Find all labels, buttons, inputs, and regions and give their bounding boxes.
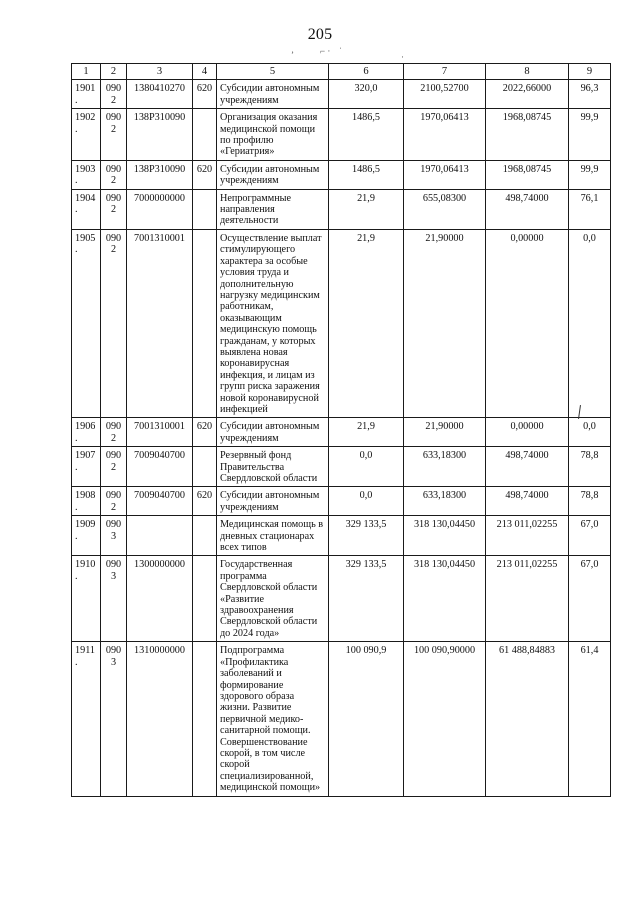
amount-planned: 21,9 (329, 418, 404, 447)
expense-type-code: 620 (193, 80, 217, 109)
row-number: 1910. (72, 556, 101, 642)
amount-revised: 655,08300 (404, 189, 486, 229)
execution-percent: 67,0 (569, 516, 611, 556)
execution-percent: 0,0 (569, 229, 611, 418)
amount-executed: 1968,08745 (486, 160, 569, 189)
header-cell: 7 (404, 64, 486, 80)
row-number: 1909. (72, 516, 101, 556)
table-row (72, 556, 611, 642)
amount-revised: 633,18300 (404, 447, 486, 487)
table-row (72, 447, 611, 487)
item-description: Государственная программа Свердловской области «Развитие здравоохранения Свердловской области до 2024 года» (217, 556, 329, 642)
section-code: 0902 (101, 447, 127, 487)
amount-planned: 329 133,5 (329, 556, 404, 642)
amount-executed: 498,74000 (486, 189, 569, 229)
table-row (72, 516, 611, 556)
execution-percent: 99,9 (569, 109, 611, 161)
expense-type-code (193, 516, 217, 556)
target-article-code: 138Р310090 (127, 109, 193, 161)
item-description: Организация оказания медицинской помощи по профилю «Гериатрия» (217, 109, 329, 161)
amount-revised: 318 130,04450 (404, 516, 486, 556)
amount-executed: 2022,66000 (486, 80, 569, 109)
item-description: Субсидии автономным учреждениям (217, 418, 329, 447)
scan-mark: ʼ (291, 50, 294, 60)
expense-type-code (193, 189, 217, 229)
amount-executed: 213 011,02255 (486, 556, 569, 642)
table-row (72, 229, 611, 418)
execution-percent: 78,8 (569, 487, 611, 516)
row-number: 1908. (72, 487, 101, 516)
target-article-code: 1300000000 (127, 556, 193, 642)
item-description: Субсидии автономным учреждениям (217, 80, 329, 109)
amount-executed: 498,74000 (486, 487, 569, 516)
row-number: 1903. (72, 160, 101, 189)
amount-revised: 633,18300 (404, 487, 486, 516)
row-number: 1911. (72, 642, 101, 796)
amount-revised: 1970,06413 (404, 160, 486, 189)
table-row (72, 418, 611, 447)
header-cell: 2 (101, 64, 127, 80)
target-article-code: 7009040700 (127, 487, 193, 516)
item-description: Резервный фонд Правительства Свердловской области (217, 447, 329, 487)
page-number: 205 (307, 26, 333, 43)
expense-type-code: 620 (193, 160, 217, 189)
header-cell: 6 (329, 64, 404, 80)
expense-type-code (193, 556, 217, 642)
item-description: Субсидии автономным учреждениям (217, 487, 329, 516)
expense-type-code: 620 (193, 487, 217, 516)
table-row (72, 160, 611, 189)
target-article-code: 7009040700 (127, 447, 193, 487)
table-row (72, 487, 611, 516)
header-cell: 3 (127, 64, 193, 80)
section-code: 0903 (101, 516, 127, 556)
amount-planned: 320,0 (329, 80, 404, 109)
row-number: 1906. (72, 418, 101, 447)
table-row (72, 109, 611, 161)
target-article-code: 7001310001 (127, 418, 193, 447)
amount-revised: 2100,52700 (404, 80, 486, 109)
amount-executed: 61 488,84883 (486, 642, 569, 796)
item-description: Медицинская помощь в дневных стационарах всех типов (217, 516, 329, 556)
amount-planned: 21,9 (329, 189, 404, 229)
section-code: 0902 (101, 80, 127, 109)
amount-executed: 0,00000 (486, 418, 569, 447)
table-row (72, 80, 611, 109)
amount-revised: 21,90000 (404, 418, 486, 447)
amount-planned: 1486,5 (329, 109, 404, 161)
amount-revised: 318 130,04450 (404, 556, 486, 642)
section-code: 0902 (101, 189, 127, 229)
item-description: Подпрограмма «Профилактика заболеваний и формирование здорового образа жизни. Развитие первичной медико-санитарной помощи. Совершенствование скорой, в том числе скорой специализированной, медицинской помощи» (217, 642, 329, 796)
target-article-code: 7000000000 (127, 189, 193, 229)
execution-percent: 78,8 (569, 447, 611, 487)
section-code: 0902 (101, 487, 127, 516)
item-description: Субсидии автономным учреждениям (217, 160, 329, 189)
row-number: 1905. (72, 229, 101, 418)
amount-planned: 1486,5 (329, 160, 404, 189)
execution-percent: 67,0 (569, 556, 611, 642)
section-code: 0902 (101, 109, 127, 161)
header-cell: 8 (486, 64, 569, 80)
row-number: 1901. (72, 80, 101, 109)
item-description: Непрограммные направления деятельности (217, 189, 329, 229)
execution-percent: 76,1 (569, 189, 611, 229)
row-number: 1904. (72, 189, 101, 229)
amount-revised: 21,90000 (404, 229, 486, 418)
header-cell: 1 (72, 64, 101, 80)
amount-revised: 100 090,90000 (404, 642, 486, 796)
expense-type-code: 620 (193, 418, 217, 447)
amount-planned: 329 133,5 (329, 516, 404, 556)
execution-percent: 0,0 (569, 418, 611, 447)
expense-type-code (193, 229, 217, 418)
item-description: Осуществление выплат стимулирующего характера за особые условия труда и дополнительную нагрузку медицинским работникам, оказывающим медицинскую помощь гражданам, у которых выявлена новая коронавирусная инфекция, и лицам из групп риска заражения новой коронавирусной инфекцией (217, 229, 329, 418)
amount-planned: 0,0 (329, 447, 404, 487)
header-cell: 9 (569, 64, 611, 80)
row-number: 1902. (72, 109, 101, 161)
scan-mark: ⌐ · (320, 46, 331, 56)
execution-percent: 99,9 (569, 160, 611, 189)
amount-revised: 1970,06413 (404, 109, 486, 161)
table-row (72, 642, 611, 796)
amount-planned: 0,0 (329, 487, 404, 516)
expense-type-code (193, 447, 217, 487)
section-code: 0902 (101, 418, 127, 447)
section-code: 0903 (101, 642, 127, 796)
amount-planned: 21,9 (329, 229, 404, 418)
table-header-row (72, 64, 611, 80)
execution-percent: 96,3 (569, 80, 611, 109)
execution-percent: 61,4 (569, 642, 611, 796)
header-cell: 4 (193, 64, 217, 80)
scan-mark: · (401, 52, 404, 62)
table-row (72, 189, 611, 229)
section-code: 0903 (101, 556, 127, 642)
section-code: 0902 (101, 160, 127, 189)
expense-type-code (193, 109, 217, 161)
amount-executed: 0,00000 (486, 229, 569, 418)
amount-executed: 213 011,02255 (486, 516, 569, 556)
row-number: 1907. (72, 447, 101, 487)
target-article-code: 138Р310090 (127, 160, 193, 189)
amount-executed: 498,74000 (486, 447, 569, 487)
scan-mark: ˈ (339, 46, 342, 56)
budget-table (71, 63, 611, 797)
section-code: 0902 (101, 229, 127, 418)
target-article-code: 1380410270 (127, 80, 193, 109)
expense-type-code (193, 642, 217, 796)
target-article-code: 1310000000 (127, 642, 193, 796)
header-cell: 5 (217, 64, 329, 80)
target-article-code: 7001310001 (127, 229, 193, 418)
amount-planned: 100 090,9 (329, 642, 404, 796)
amount-executed: 1968,08745 (486, 109, 569, 161)
target-article-code (127, 516, 193, 556)
